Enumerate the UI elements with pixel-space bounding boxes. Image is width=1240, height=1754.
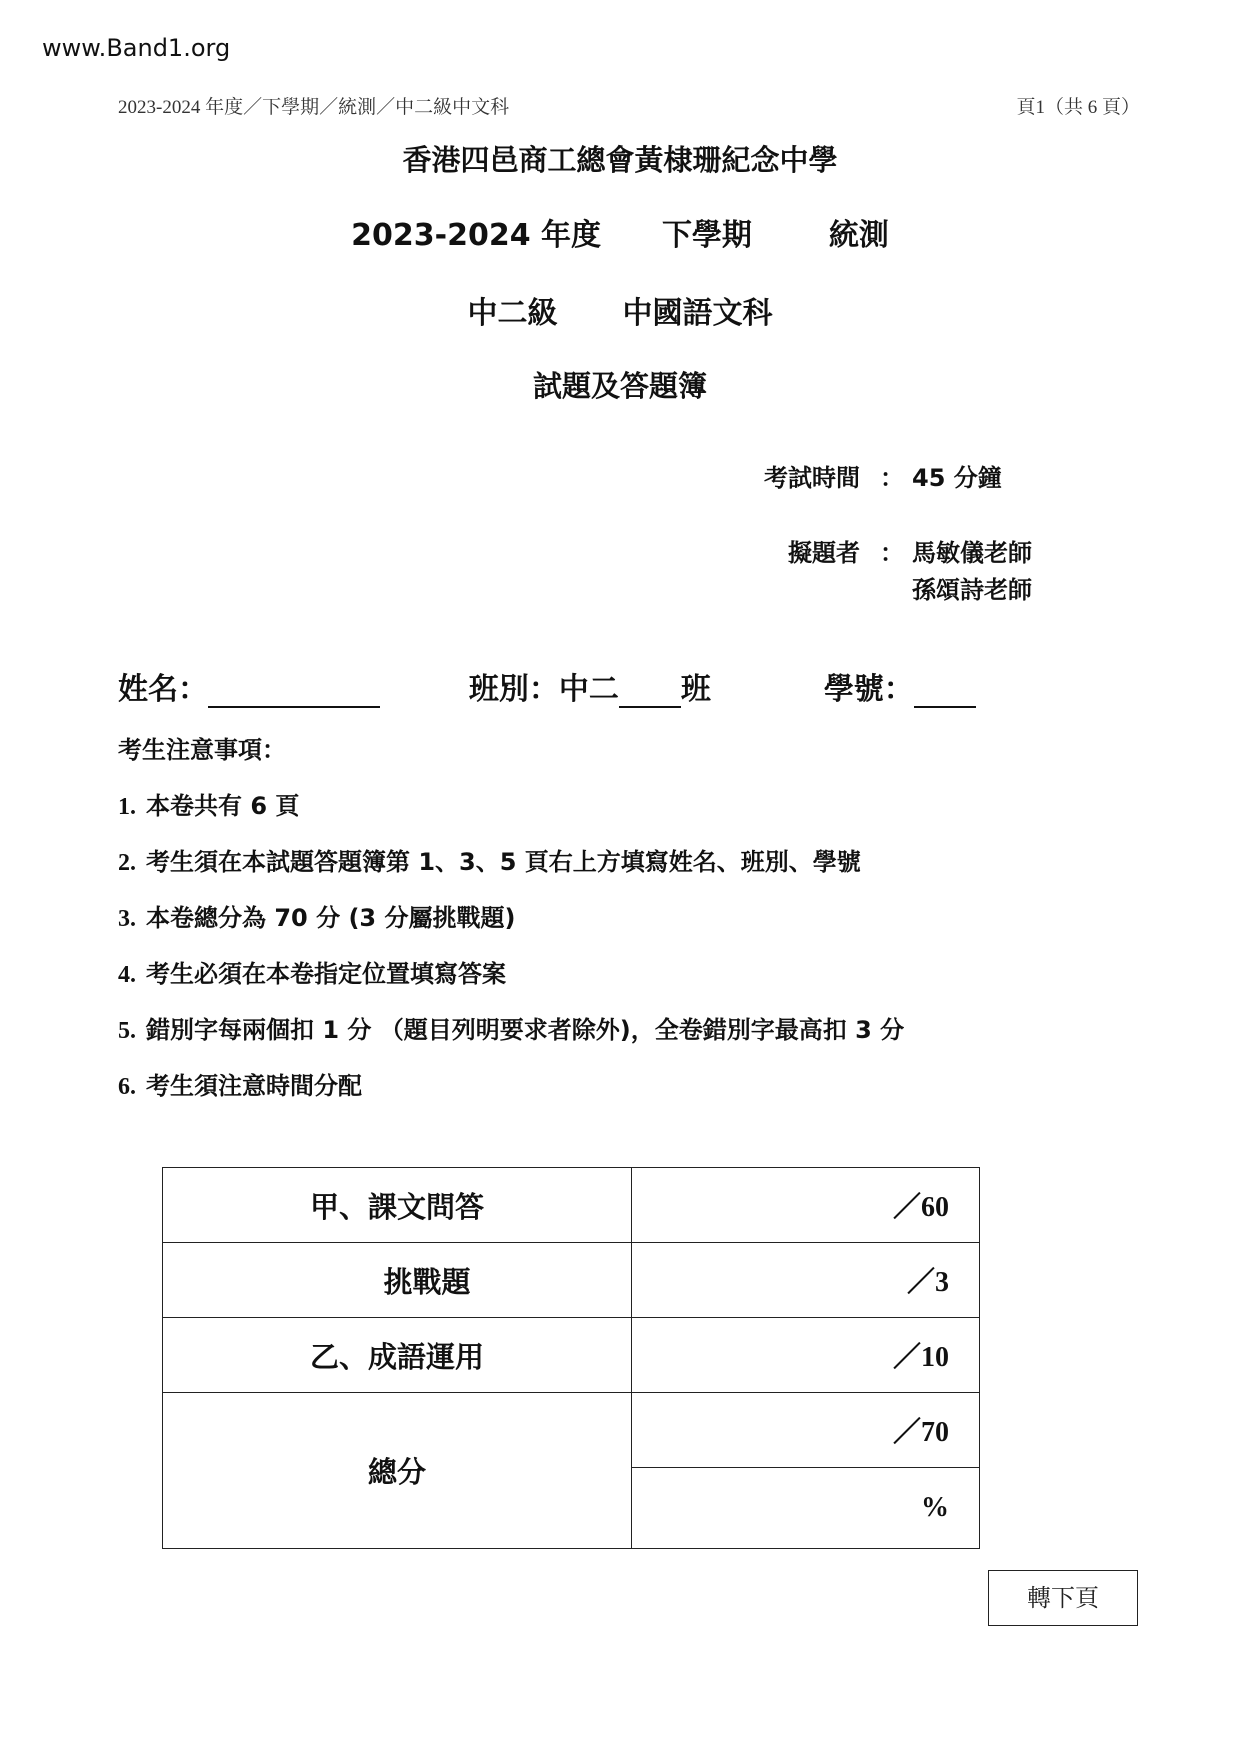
exam-type: 統測 xyxy=(828,218,889,253)
note-number: 4. xyxy=(118,962,136,988)
class-field[interactable] xyxy=(619,676,681,708)
note-text: 考生須注意時間分配 xyxy=(146,1072,362,1100)
running-header-page: 頁1（共 6 頁） xyxy=(1016,97,1140,118)
note-number: 2. xyxy=(118,850,136,876)
class-suffix: 班 xyxy=(680,672,711,707)
note-text: 本卷總分為 70 分 (3 分屬挑戰題) xyxy=(146,904,516,932)
name-label: 姓名： xyxy=(118,672,208,707)
number-label: 學號： xyxy=(823,672,914,707)
turn-page-box: 轉下頁 xyxy=(988,1570,1138,1626)
running-header-left: 2023-2024 年度／下學期／統測／中二級中文科 xyxy=(118,97,510,118)
note-item xyxy=(118,898,515,933)
setter-2: 孫頌詩老師 xyxy=(912,576,1032,604)
exam-time-label: 考試時間 xyxy=(764,464,860,492)
section-a-score: ／60 xyxy=(632,1168,980,1243)
section-b-score: ／10 xyxy=(632,1318,980,1393)
exam-time-value: 45 分鐘 xyxy=(912,464,1002,492)
exam-year: 2023-2024 年度 xyxy=(351,218,602,253)
note-number: 6. xyxy=(118,1074,136,1100)
grade-subject xyxy=(0,288,1240,332)
section-a-label: 甲、課文問答 xyxy=(163,1168,632,1243)
student-fields xyxy=(118,664,976,708)
subject-name: 中國語文科 xyxy=(622,296,773,331)
note-item xyxy=(118,1066,362,1101)
total-score: ／70 xyxy=(632,1393,980,1468)
booklet-title: 試題及答題簿 xyxy=(532,369,707,403)
challenge-label: 挑戰題 xyxy=(163,1243,632,1318)
note-item xyxy=(118,954,506,989)
setter-label: 擬題者 xyxy=(788,539,860,567)
note-number: 1. xyxy=(118,794,136,820)
challenge-score: ／3 xyxy=(632,1243,980,1318)
table-row xyxy=(163,1318,980,1393)
setter-1: 馬敏儀老師 xyxy=(912,539,1032,567)
exam-semester: 下學期 xyxy=(661,218,752,253)
note-number: 5. xyxy=(118,1018,136,1044)
student-number-field[interactable] xyxy=(914,676,976,708)
note-text: 本卷共有 6 頁 xyxy=(146,792,300,820)
name-field[interactable] xyxy=(208,676,380,708)
note-item xyxy=(118,842,861,877)
note-text: 考生須在本試題答題簿第 1、3、5 頁右上方填寫姓名、班別、學號 xyxy=(146,848,861,876)
note-text: 考生必須在本卷指定位置填寫答案 xyxy=(146,960,506,988)
school-name: 香港四邑商工總會黃棣珊紀念中學 xyxy=(402,143,838,177)
note-number: 3. xyxy=(118,906,136,932)
section-b-label: 乙、成語運用 xyxy=(163,1318,632,1393)
site-watermark: www.Band1.org xyxy=(42,34,231,62)
table-row xyxy=(163,1168,980,1243)
exam-term xyxy=(0,210,1240,254)
note-item xyxy=(118,1010,904,1045)
total-label: 總分 xyxy=(163,1393,632,1549)
table-row xyxy=(163,1393,980,1468)
note-item xyxy=(118,786,299,821)
class-label: 班別：中二 xyxy=(468,672,619,707)
table-row xyxy=(163,1243,980,1318)
percent-score: % xyxy=(632,1468,980,1549)
score-table xyxy=(162,1167,980,1549)
note-text: 錯別字每兩個扣 1 分 （題目列明要求者除外)，全卷錯別字最高扣 3 分 xyxy=(146,1016,905,1044)
grade-level: 中二級 xyxy=(467,296,558,331)
exam-time-colon: ： xyxy=(880,464,904,492)
setter-colon: ： xyxy=(880,539,904,567)
notes-title: 考生注意事項： xyxy=(118,736,286,764)
